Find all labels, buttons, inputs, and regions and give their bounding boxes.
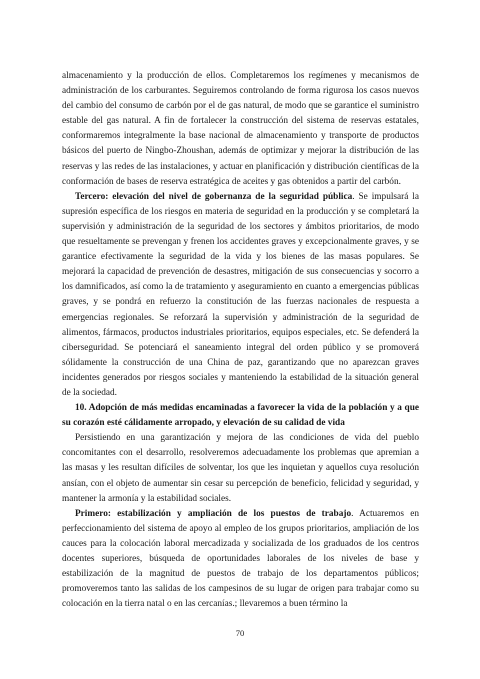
paragraph-4 bbox=[62, 507, 419, 613]
paragraph-1 bbox=[62, 69, 419, 190]
document-page bbox=[62, 69, 419, 612]
paragraph-3-text: Persistiendo en una garantización y mejora de las condiciones de vida del pueblo concomitantes con el desarrollo, resolveremos adecuadamente los problemas que apremian a las masas y les resultan difíciles de solventar, los que les inquietan y aquellos cuya resolución ansían, con el objeto de aumentar sin cesar su percepción de beneficio, felicidad y seguridad, y mantener la armonía y la estabilidad sociales. bbox=[62, 433, 419, 504]
paragraph-4-body: . Actuaremos en perfeccionamiento del sistema de apoyo al empleo de los grupos prioritarios, ampliación de los cauces para la colocación laboral mercadizada y socializada de los graduados de los centros docentes superiores, búsqueda de oportunidades laborales de los niveles de base y estabilización de la magnitud de puestos de trabajo de los departamentos públicos; promoveremos tanto las salidas de los campesinos de su lugar de origen para trabajar como su colocación en la tierra natal o en las cercanías.; llevaremos a buen término la bbox=[62, 508, 419, 610]
paragraph-2-heading: Tercero: elevación del nivel de gobernanza de la seguridad pública bbox=[75, 191, 353, 202]
paragraph-2-body: . Se impulsará la supresión específica de los riesgos en materia de seguridad en la producción y se completará la supervisión y administración de la seguridad de los sectores y ámbitos prioritarios, de modo que resueltamente se prevengan y frenen los accidentes graves y excepcionalmente graves, y se garantice efectivamente la seguridad de la vida y los bienes de las masas populares. Se mejorará la capacidad de prevención de desastres, mitigación de sus consecuencias y socorro a los damnificados, así como la de tratamiento y aseguramiento en cuanto a emergencias públicas graves, y se pondrá en refuerzo la constitución de las fuerzas nacionales de respuesta a emergencias regionales. Se reforzará la supervisión y administración de la seguridad de alimentos, fármacos, productos industriales prioritarios, equipos especiales, etc. Se defenderá la ciberseguridad. Se potenciará el saneamiento integral del orden público y se promoverá sólidamente la construcción de una China de paz, garantizando que no aparezcan graves incidentes generados por riesgos sociales y manteniendo la estabilidad de la situación general de la sociedad. bbox=[62, 191, 420, 398]
paragraph-3 bbox=[62, 431, 419, 506]
paragraph-1-text: almacenamiento y la producción de ellos. Completaremos los regímenes y mecanismos de administración de los carburantes. Seguiremos controlando de forma rigurosa los casos nuevos del cambio del consumo de carbón por el de gas natural, de modo que se garantice el suministro estable del gas natural. A fin de fortalecer la construcción del sistema de reservas estatales, conformaremos integralmente la base nacional de almacenamiento y transporte de productos básicos del puerto de Ningbo-Zhoushan, además de optimizar y mejorar la distribución de las reservas y las redes de las instalaciones, y actuar en planificación y distribución científicas de la conformación de bases de reserva estratégica de aceites y gas obtenidos a partir del carbón. bbox=[62, 71, 419, 187]
paragraph-2 bbox=[62, 190, 419, 401]
paragraph-4-heading: Primero: estabilización y ampliación de los puestos de trabajo bbox=[75, 508, 352, 519]
section-heading-text: 10. Adopción de más medidas encaminadas a favorecer la vida de la población y a que su corazón esté cálidamente arropado, y elevación de su calidad de vida bbox=[62, 403, 419, 429]
section-heading bbox=[62, 401, 419, 431]
page-number: 70 bbox=[235, 628, 245, 638]
